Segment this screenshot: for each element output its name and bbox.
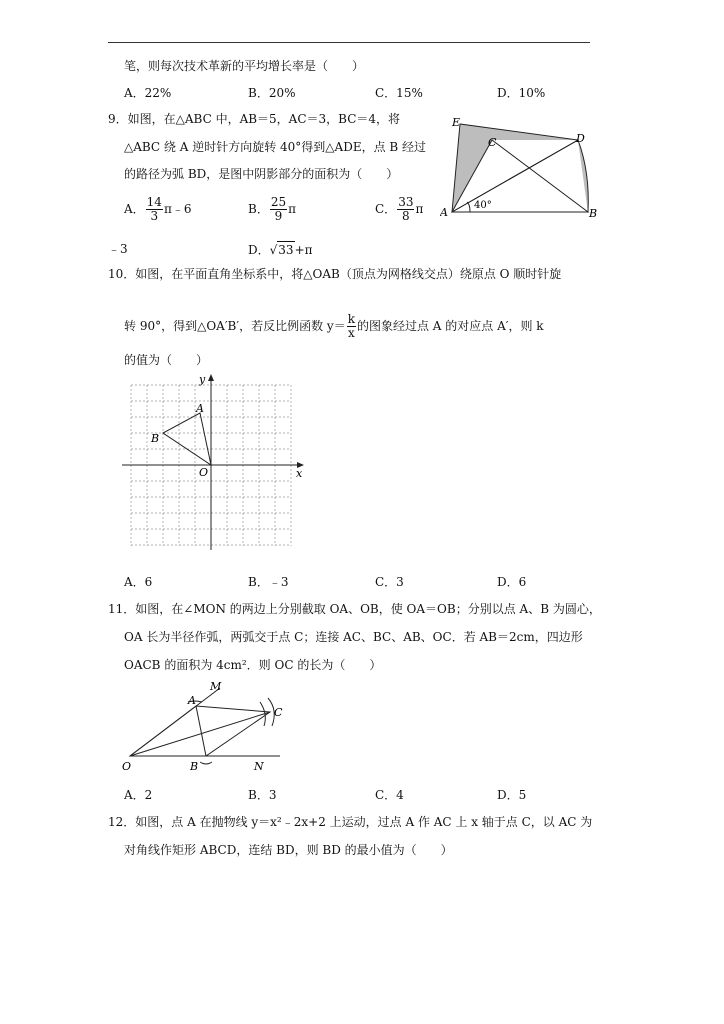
- q11-option-b: B．3: [248, 788, 277, 802]
- q9-option-b-label: B．: [248, 202, 269, 216]
- q10-option-c: C．3: [375, 575, 404, 589]
- q11-line2: OA 长为半径作弧，两弧交于点 C；连接 AC、BC、AB、OC．若 AB＝2cm，四边形: [124, 630, 583, 644]
- q10-line2-pre: 转 90°，得到△OA′B′，若反比例函数 y＝: [124, 319, 346, 333]
- q8-text: 笔，则每次技术革新的平均增长率是（ ）: [124, 59, 365, 73]
- q9-angle-label: 40°: [474, 200, 492, 211]
- q11-figure: [118, 680, 293, 776]
- q9-option-a: [124, 196, 191, 223]
- q9-option-a-num: 14: [146, 195, 162, 209]
- q10-label-b: B: [151, 432, 160, 445]
- q10-option-a: A．6: [124, 575, 153, 589]
- q9-option-c-tail: π: [415, 202, 424, 216]
- q10-label-x: x: [296, 467, 303, 480]
- q9-option-a-fraction: [146, 196, 163, 223]
- q9-line2: △ABC 绕 A 逆时针方向旋转 40°得到△ADE，点 B 经过: [124, 140, 427, 154]
- q10-y-axis-arrow-icon: [208, 374, 214, 381]
- q9-label-e: E: [452, 116, 461, 129]
- q11-label-a: A: [188, 694, 196, 707]
- q9-line1: 9．如图，在△ABC 中，AB＝5，AC＝3，BC＝4，将: [108, 112, 401, 126]
- q9-label-b: B: [589, 207, 598, 220]
- q10-line2-post: 的图象经过点 A 的对应点 A′，则 k: [356, 319, 544, 333]
- q9-option-c-continuation: ﹣3: [108, 242, 128, 256]
- q9-option-b-den: 9: [274, 209, 283, 223]
- q9-figure: [440, 110, 605, 222]
- q11-quad-oacb: [130, 706, 270, 756]
- q8-option-c: C．15%: [375, 86, 423, 100]
- q9-option-c-num: 33: [398, 195, 414, 209]
- q11-arc-b: [200, 762, 212, 764]
- q10-triangle-oab: [163, 413, 211, 465]
- q10-label-y: y: [199, 373, 206, 386]
- q9-option-b-tail: π: [288, 202, 296, 216]
- q11-label-n: N: [254, 760, 264, 773]
- q10-line1: 10．如图，在平面直角坐标系中，将△OAB（顶点为网格线交点）绕原点 O 顺时针旋: [108, 267, 562, 281]
- q10-figure: [120, 370, 310, 555]
- q10-line2: [124, 313, 544, 340]
- q9-option-a-label: A．: [124, 202, 145, 216]
- q9-option-a-den: 3: [150, 209, 159, 223]
- q9-option-d: [248, 241, 313, 258]
- q11-label-c: C: [274, 706, 283, 719]
- q11-option-a: A．2: [124, 788, 153, 802]
- q12-line2: 对角线作矩形 ABCD，连结 BD，则 BD 的最小值为（ ）: [124, 843, 453, 857]
- q9-label-d: D: [576, 132, 585, 145]
- q10-option-d: D．6: [497, 575, 527, 589]
- q9-option-c-den: 8: [402, 209, 410, 223]
- q11-option-d: D．5: [497, 788, 527, 802]
- q9-option-b: [248, 196, 296, 223]
- header-rule: [108, 42, 590, 43]
- q9-option-a-tail: π﹣6: [163, 202, 192, 216]
- q11-line1: 11．如图，在∠MON 的两边上分别截取 OA、OB，使 OA＝OB；分别以点 A、B 为圆心，: [108, 602, 601, 616]
- q10-label-a: A: [196, 402, 204, 415]
- q11-segment-ab: [196, 706, 206, 756]
- q10-line3: 的值为（ ）: [124, 353, 209, 367]
- q10-option-b: B．﹣3: [248, 575, 289, 589]
- q9-option-d-label: D．: [248, 243, 270, 257]
- q10-label-o: O: [199, 466, 209, 479]
- q11-label-b: B: [190, 760, 199, 773]
- q9-option-c-label: C．: [375, 202, 397, 216]
- q10-fraction: [347, 313, 356, 340]
- q9-label-c: C: [488, 136, 497, 149]
- q11-label-m: M: [210, 680, 222, 693]
- q11-option-c: C．4: [375, 788, 404, 802]
- sqrt-sign-icon: √: [269, 243, 278, 257]
- q9-line3: 的路径为弧 BD，是图中阴影部分的面积为（ ）: [124, 167, 399, 181]
- q9-label-a: A: [440, 206, 448, 219]
- q10-fraction-num: k: [347, 312, 355, 326]
- q8-option-a: A．22%: [124, 86, 172, 100]
- q11-line3: OACB 的面积为 4cm²．则 OC 的长为（ ）: [124, 658, 382, 672]
- q9-option-c-fraction: [397, 196, 414, 223]
- q9-option-d-tail: +π: [294, 243, 313, 257]
- q11-segment-oc: [130, 712, 270, 756]
- q9-option-c: [375, 196, 423, 223]
- q10-fraction-den: x: [347, 326, 355, 340]
- q8-option-d: D．10%: [497, 86, 546, 100]
- q8-option-b: B．20%: [248, 86, 296, 100]
- q12-line1: 12．如图，点 A 在抛物线 y＝x²﹣2x+2 上运动，过点 A 作 AC 上 x 轴于点 C，以 AC 为: [108, 815, 593, 829]
- q9-option-b-num: 25: [270, 195, 287, 209]
- q11-label-o: O: [122, 760, 132, 773]
- q9-option-d-radicand: 33: [278, 243, 294, 257]
- q9-option-b-fraction: [270, 196, 287, 223]
